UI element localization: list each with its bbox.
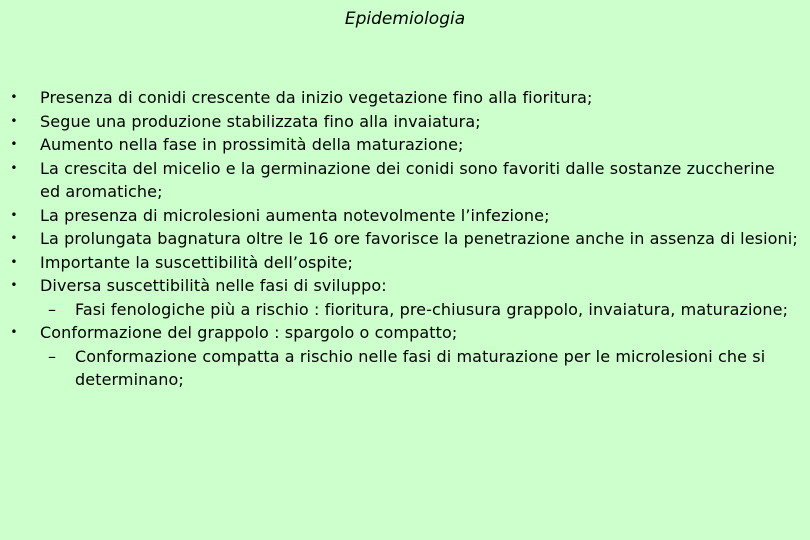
- bullet-marker: •: [10, 137, 18, 151]
- sub-bullet-marker: –: [48, 299, 57, 319]
- bullet-marker: •: [10, 231, 18, 245]
- bullet-text: Diversa suscettibilità nelle fasi di sviluppo:: [40, 276, 387, 295]
- bullet-text: Conformazione del grappolo : spargolo o compatto;: [40, 323, 458, 342]
- bullet-item: [0, 204, 800, 228]
- bullet-item: [0, 251, 800, 275]
- bullet-marker: •: [10, 160, 18, 175]
- bullet-list: [0, 86, 800, 392]
- sub-bullet-marker: –: [48, 346, 57, 366]
- bullet-text: Importante la suscettibilità dell’ospite;: [40, 252, 353, 272]
- bullet-item: [0, 321, 800, 345]
- bullet-marker: •: [10, 325, 18, 339]
- bullet-text: Segue una produzione stabilizzata fino alla invaiatura;: [40, 111, 481, 131]
- bullet-marker: •: [10, 113, 18, 128]
- bullet-marker: •: [10, 254, 18, 269]
- sub-bullet-text: Conformazione compatta a rischio nelle fasi di maturazione per le microlesioni che si determinano;: [75, 346, 766, 389]
- bullet-marker: •: [10, 207, 18, 222]
- bullet-text: Aumento nella fase in prossimità della maturazione;: [40, 135, 464, 154]
- bullet-item: [0, 274, 800, 298]
- bullet-marker: •: [10, 90, 18, 104]
- bullet-marker: •: [10, 278, 18, 292]
- bullet-item: [0, 157, 800, 204]
- slide-title: Epidemiologia: [344, 9, 466, 29]
- sub-bullet-item: [0, 345, 800, 392]
- sub-bullet-item: [0, 298, 800, 322]
- bullet-text: Presenza di conidi crescente da inizio vegetazione fino alla fioritura;: [40, 88, 593, 107]
- bullet-item: [0, 86, 800, 110]
- bullet-item: [0, 110, 800, 134]
- bullet-text: La prolungata bagnatura oltre le 16 ore favorisce la penetrazione anche in assenza di lesioni;: [40, 229, 798, 248]
- bullet-text: La crescita del micelio e la germinazione dei conidi sono favoriti dalle sostanze zuccherine ed aromatiche;: [40, 158, 775, 201]
- bullet-item: [0, 227, 800, 251]
- sub-bullet-text: Fasi fenologiche più a rischio : fioritura, pre-chiusura grappolo, invaiatura, maturazione;: [75, 299, 789, 319]
- bullet-text: La presenza di microlesioni aumenta notevolmente l’infezione;: [40, 205, 550, 225]
- bullet-item: [0, 133, 800, 157]
